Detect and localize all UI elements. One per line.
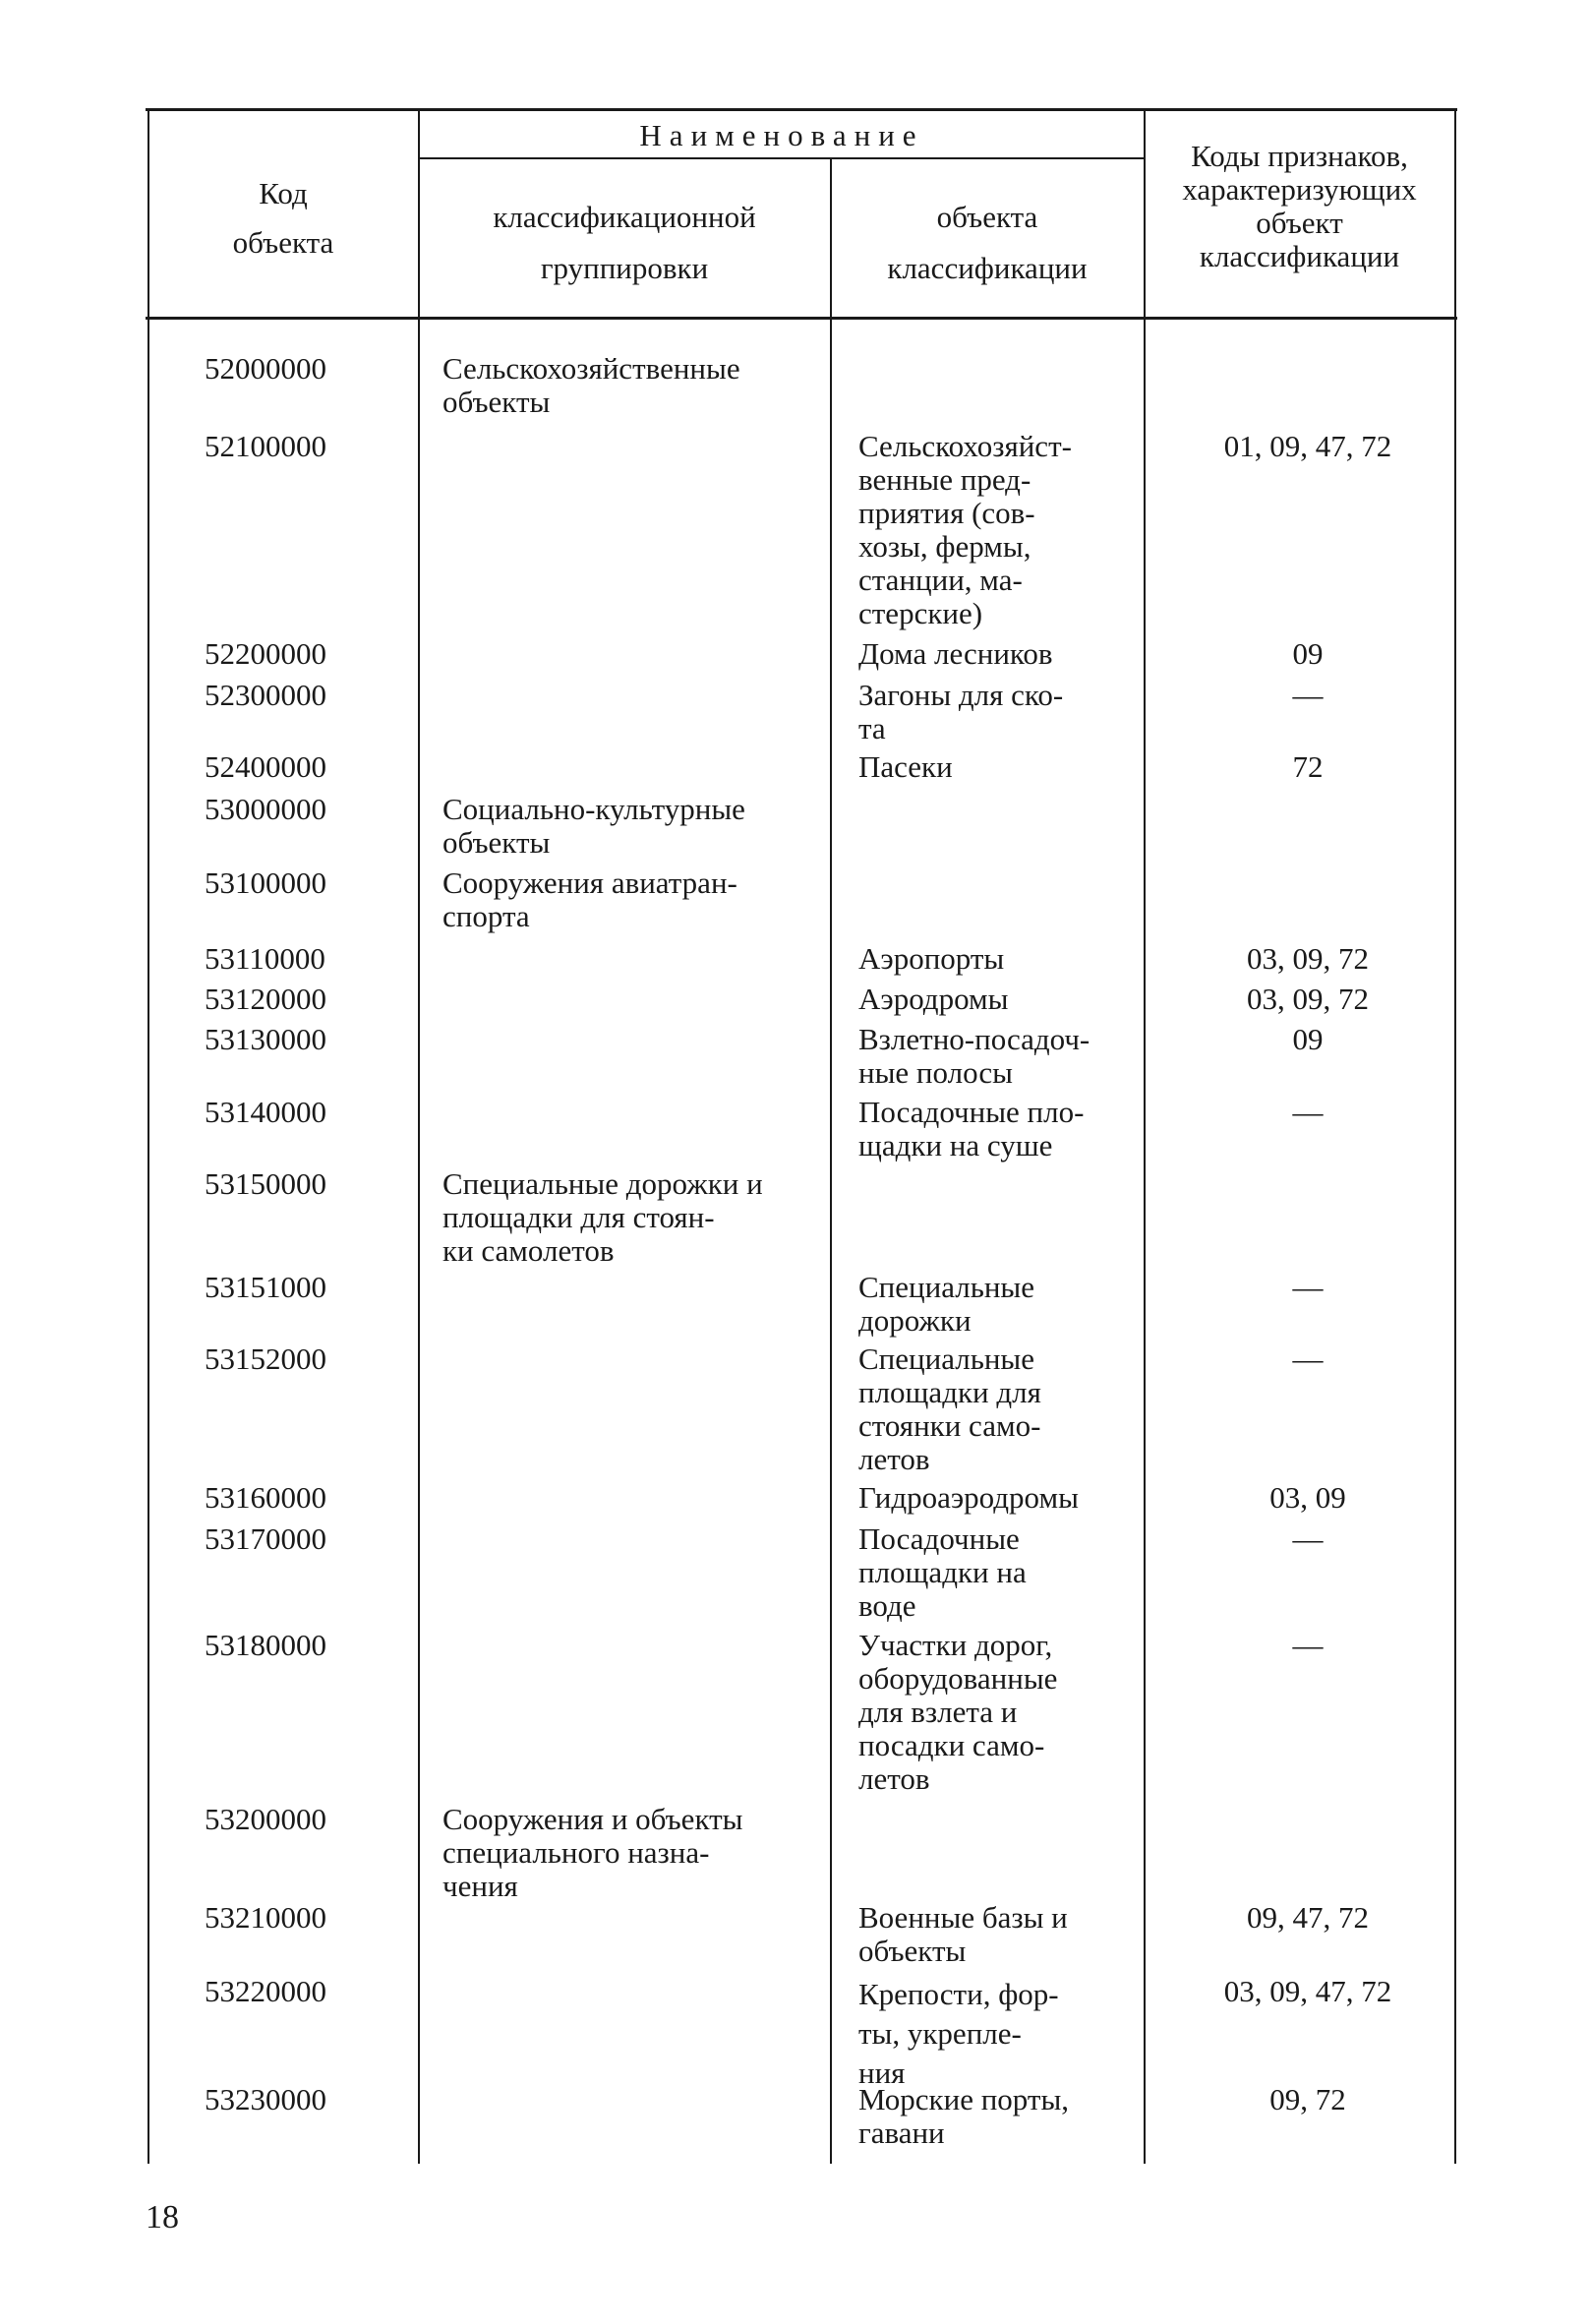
header-bottom-rule	[146, 317, 1457, 320]
top-rule	[146, 108, 1457, 111]
object-name: Участки дорог, оборудованные для взлета и посадки само- летов	[858, 1628, 1058, 1796]
object-code: 53152000	[205, 1341, 326, 1376]
object-code: 52400000	[205, 749, 326, 784]
object-name: Загоны для ско- та	[858, 678, 1064, 745]
attribute-codes: 03, 09, 72	[1247, 941, 1369, 976]
border-right	[1454, 110, 1456, 2164]
object-name: Пасеки	[858, 749, 953, 784]
object-code: 53150000	[205, 1166, 326, 1201]
header-classification-object: объекта классификации	[887, 200, 1088, 285]
header-classification-group: классификационной группировки	[493, 200, 756, 285]
attribute-codes: 09	[1292, 636, 1324, 671]
object-code: 52300000	[205, 678, 326, 712]
object-name: Аэродромы	[858, 982, 1009, 1016]
object-name: Сельскохозяйст- венные пред- приятия (сов- хозы, фермы, станции, ма- стерские)	[858, 429, 1072, 630]
name-group-rule	[418, 157, 1146, 159]
attribute-codes: —	[1292, 1628, 1324, 1662]
object-name: Специальные дорожки	[858, 1270, 1035, 1338]
object-code: 52200000	[205, 636, 326, 671]
object-code: 52100000	[205, 429, 326, 463]
attribute-codes: 03, 09, 72	[1247, 982, 1369, 1016]
attribute-codes: —	[1292, 1270, 1324, 1304]
object-name: Морские порты, гавани	[858, 2082, 1070, 2150]
header-code: Код объекта	[232, 176, 334, 260]
object-code: 53200000	[205, 1802, 326, 1836]
object-code: 53151000	[205, 1270, 326, 1304]
object-code: 53000000	[205, 792, 326, 826]
attribute-codes: —	[1292, 1095, 1324, 1129]
object-code: 53160000	[205, 1480, 326, 1515]
object-name: Крепости, фор- ты, укрепле- ния	[858, 1977, 1059, 2090]
attribute-codes: 01, 09, 47, 72	[1223, 429, 1392, 463]
attribute-codes: 09, 72	[1269, 2082, 1346, 2116]
object-code: 53100000	[205, 865, 326, 900]
attribute-codes: —	[1292, 678, 1324, 712]
object-code: 53170000	[205, 1521, 326, 1556]
attribute-codes: 03, 09, 47, 72	[1223, 1974, 1392, 2008]
attribute-codes: —	[1292, 1521, 1324, 1556]
page-number: 18	[146, 2199, 179, 2235]
object-name: Дома лесников	[858, 636, 1053, 671]
attribute-codes: 09	[1292, 1022, 1324, 1056]
group-name: Сельскохозяйственные объекты	[442, 351, 740, 419]
group-name: Сооружения авиатран- спорта	[442, 865, 737, 933]
attribute-codes: 03, 09	[1269, 1480, 1346, 1515]
group-name: Сооружения и объекты специального назна- чения	[442, 1802, 743, 1903]
object-code: 53180000	[205, 1628, 326, 1662]
divider-code-group	[418, 110, 420, 2164]
border-left	[147, 110, 149, 2164]
object-name: Специальные площадки для стоянки само- летов	[858, 1341, 1041, 1476]
object-code: 52000000	[205, 351, 326, 386]
object-code: 53110000	[205, 941, 325, 976]
attribute-codes: —	[1292, 1341, 1324, 1376]
object-name: Гидроаэродромы	[858, 1480, 1079, 1515]
header-name-group: Наименование	[639, 118, 924, 152]
group-name: Специальные дорожки и площадки для стоян- ки самолетов	[442, 1166, 763, 1268]
object-name: Аэропорты	[858, 941, 1005, 976]
group-name: Социально-культурные объекты	[442, 792, 745, 860]
object-name: Посадочные площадки на воде	[858, 1521, 1027, 1623]
divider-object-attrs	[1144, 110, 1146, 2164]
object-code: 53210000	[205, 1900, 326, 1935]
object-name: Военные базы и объекты	[858, 1900, 1068, 1968]
object-code: 53230000	[205, 2082, 326, 2116]
object-code: 53220000	[205, 1974, 326, 2008]
object-name: Посадочные пло- щадки на суше	[858, 1095, 1085, 1162]
header-attribute-codes: Коды признаков, характеризующих объект классификации	[1182, 139, 1417, 273]
object-code: 53120000	[205, 982, 326, 1016]
object-name: Взлетно-посадоч- ные полосы	[858, 1022, 1090, 1090]
attribute-codes: 72	[1292, 749, 1324, 784]
object-code: 53140000	[205, 1095, 326, 1129]
object-code: 53130000	[205, 1022, 326, 1056]
attribute-codes: 09, 47, 72	[1247, 1900, 1369, 1935]
